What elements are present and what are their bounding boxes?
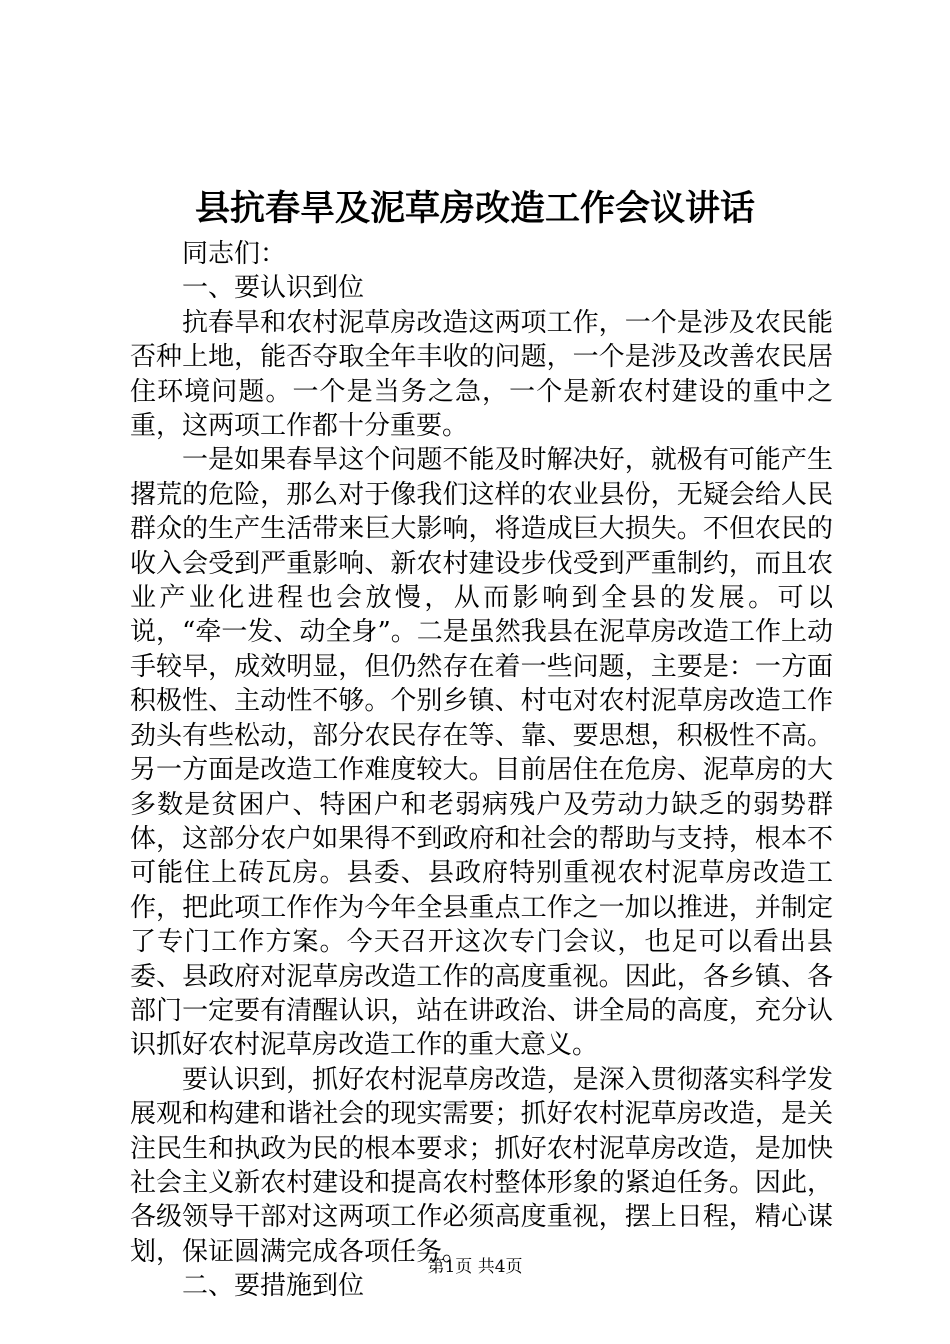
document-body (130, 237, 833, 1304)
body-paragraph: 抗春旱和农村泥草房改造这两项工作，一个是涉及农民能否种上地，能否夺取全年丰收的问题，一个是涉及改善农民居住环境问题。一个是当务之急，一个是新农村建设的重中之重，这两项工作都十分重要。 (130, 307, 833, 442)
section-heading-1: 一、要认识到位 (182, 273, 365, 304)
document-title: 县抗春旱及泥草房改造工作会议讲话 (194, 188, 755, 229)
body-paragraph: 一是如果春旱这个问题不能及时解决好，就极有可能产生撂荒的危险，那么对于像我们这样的农业县份，无疑会给人民群众的生产生活带来巨大影响，将造成巨大损失。不但农民的收入会受到严重影响、新农村建设步伐受到严重制约，而且农业产业化进程也会放慢，从而影响到全县的发展。可以说，“牵一发、动全身”。二是虽然我县在泥草房改造工作上动手较早，成效明显，但仍然存在着一些问题，主要是：一方面积极性、主动性不够。个别乡镇、村屯对农村泥草房改造工作劲头有些松动，部分农民存在等、靠、要思想，积极性不高。另一方面是改造工作难度较大。目前居住在危房、泥草房的大多数是贫困户、特困户和老弱病残户及劳动力缺乏的弱势群体，这部分农户如果得不到政府和社会的帮助与支持，根本不可能住上砖瓦房。县委、县政府特别重视农村泥草房改造工作，把此项工作作为今年全县重点工作之一加以推进，并制定了专门工作方案。今天召开这次专门会议，也足可以看出县委、县政府对泥草房改造工作的高度重视。因此，各乡镇、各部门一定要有清醒认识，站在讲政治、讲全局的高度，充分认识抓好农村泥草房改造工作的重大意义。 (130, 445, 833, 1061)
body-paragraph: 要认识到，抓好农村泥草房改造，是深入贯彻落实科学发展观和构建和谐社会的现实需要；抓好农村泥草房改造，是关注民生和执政为民的根本要求；抓好农村泥草房改造，是加快社会主义新农村建设和提高农村整体形象的紧迫任务。因此，各级领导干部对这两项工作必须高度重视，摆上日程，精心谋划，保证圆满完成各项任务。 (130, 1064, 833, 1267)
page-footer: 第1页 共4页 (427, 1257, 523, 1277)
salutation: 同志们： (182, 239, 287, 269)
section-heading-2: 二、要措施到位 (182, 1271, 365, 1302)
